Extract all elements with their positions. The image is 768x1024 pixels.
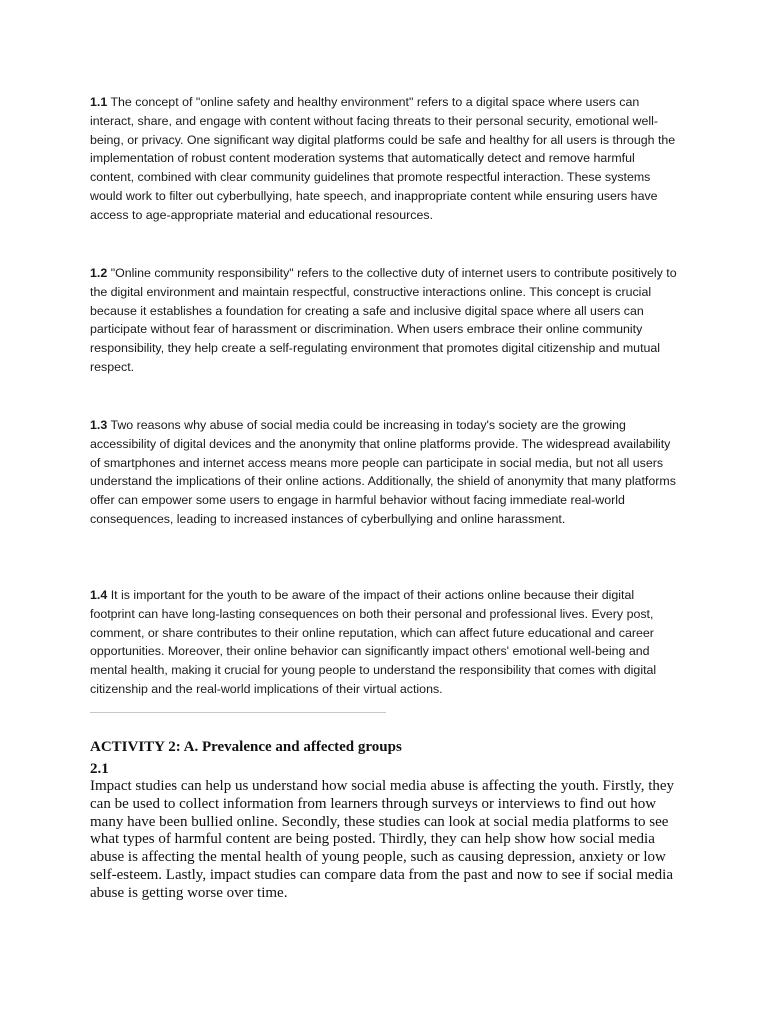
activity-paragraph: Impact studies can help us understand how social media abuse is affecting the youth. Firstly, they can be used to collect information from learners through surveys or interviews to find out how many have been bullied online. Secondly, these studies can look at social media platforms to see what types of harmful content are being posted. Thirdly, they can help show how social media abuse is affecting the mental health of young people, such as causing depression, anxiety or low self-esteem. Lastly, impact studies can compare data from the past and now to see if social media abuse is getting worse over time. bbox=[90, 778, 675, 901]
activity-heading: ACTIVITY 2: A. Prevalence and affected groups bbox=[90, 739, 402, 755]
section-text: Two reasons why abuse of social media could be increasing in today's society are the growing accessibility of digital devices and the anonymity that online platforms provide. The widespread availability of smartphones and internet access means more people can participate in social media, but not all users understand the implications of their online actions. Additionally, the shield of anonymity that many platforms offer can empower some users to engage in harmful behavior without facing immediate real-world consequences, leading to increased instances of cyberbullying and online harassment. bbox=[90, 418, 676, 526]
section-1-3 bbox=[90, 416, 682, 529]
activity-sub-number: 2.1 bbox=[90, 761, 109, 777]
horizontal-divider bbox=[90, 712, 386, 713]
section-number: 1.3 bbox=[90, 418, 108, 432]
section-number: 1.2 bbox=[90, 266, 108, 280]
section-1-2 bbox=[90, 264, 682, 377]
section-1-4 bbox=[90, 586, 682, 699]
section-text: It is important for the youth to be aware of the impact of their actions online because their digital footprint can have long-lasting consequences on both their personal and professional lives. Every post, comment, or share contributes to their online reputation, which can affect future educational and career opportunities. Moreover, their online behavior can significantly impact others' emotional well-being and mental health, making it crucial for young people to understand the responsibility that comes with digital citizenship and the real-world implications of their virtual actions. bbox=[90, 588, 657, 696]
section-1-1 bbox=[90, 93, 682, 225]
section-text: "Online community responsibility" refers to the collective duty of internet users to contribute positively to the digital environment and maintain respectful, constructive interactions online. This concept is crucial because it establishes a foundation for creating a safe and inclusive digital space where all users can participate without fear of harassment or discrimination. When users embrace their online community responsibility, they help create a self-regulating environment that promotes digital citizenship and mutual respect. bbox=[90, 266, 677, 374]
section-number: 1.4 bbox=[90, 588, 108, 602]
section-number: 1.1 bbox=[90, 95, 108, 109]
section-text: The concept of "online safety and healthy environment" refers to a digital space where users can interact, share, and engage with content without facing threats to their personal security, emotional well-being, or privacy. One significant way digital platforms could be safe and healthy for all users is through the implementation of robust content moderation systems that automatically detect and remove harmful content, combined with clear community guidelines that promote respectful interaction. These systems would work to filter out cyberbullying, hate speech, and inappropriate content while ensuring users have access to age-appropriate material and educational resources. bbox=[90, 95, 676, 222]
